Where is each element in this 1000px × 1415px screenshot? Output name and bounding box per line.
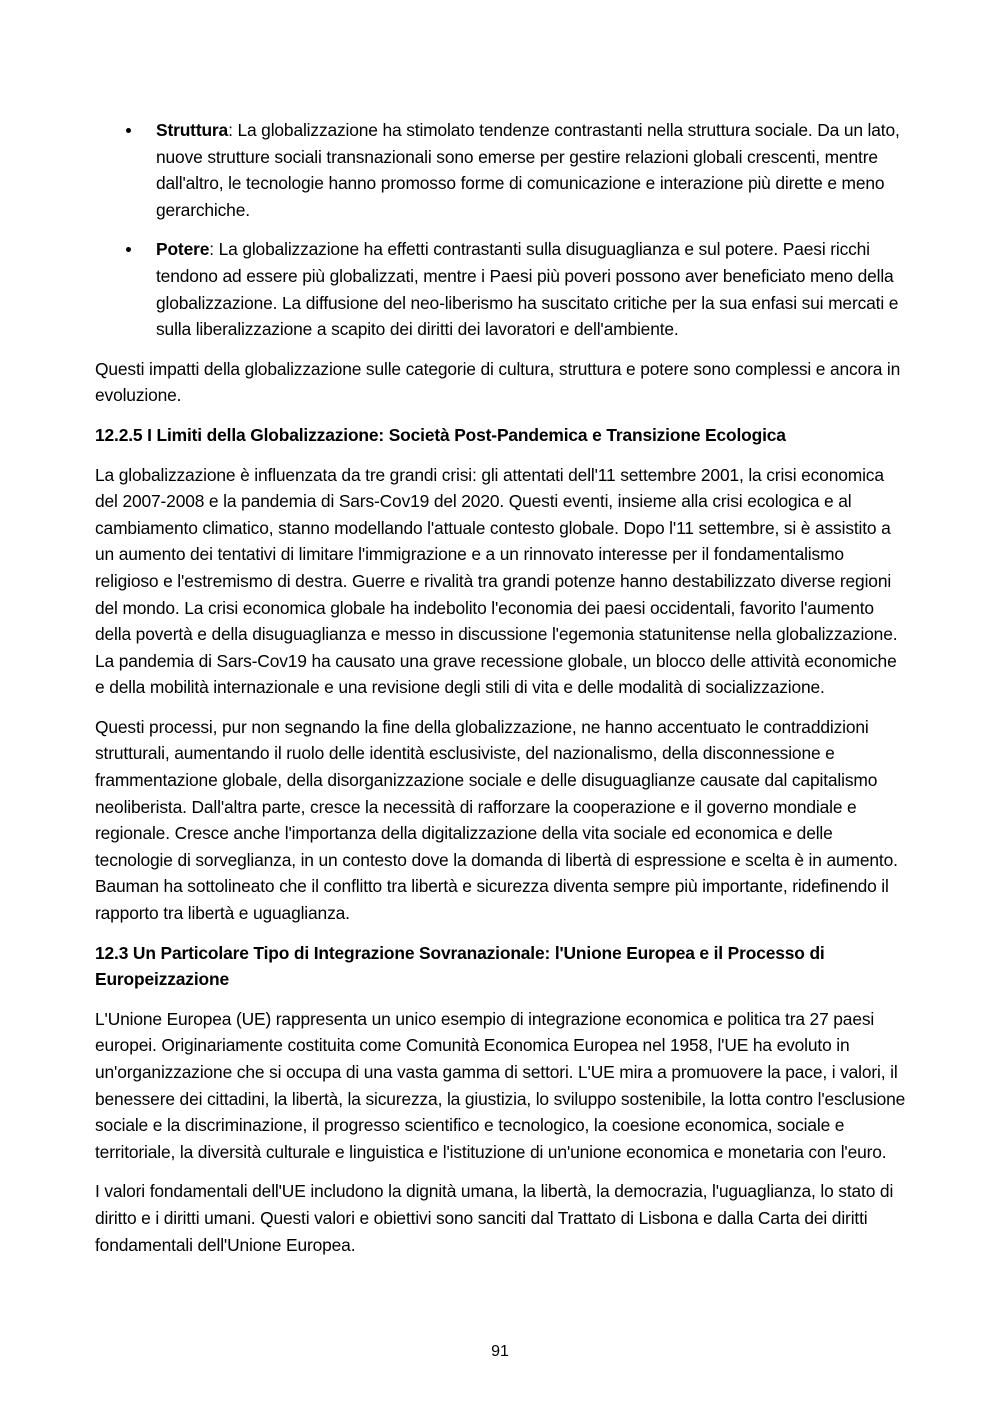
bullet-text: : La globalizzazione ha stimolato tendenze contrastanti nella struttura sociale. Da un lato, nuove strutture sociali transnazionali sono emerse per gestire relazioni globali crescenti, mentre dall'altro, le tecnologie hanno promosso forme di comunicazione e interazione più dirette e meno gerarchiche. (156, 120, 900, 220)
bullet-term: Struttura (156, 120, 229, 140)
bullet-dot-icon (126, 128, 131, 133)
bullet-item-struttura (95, 117, 907, 223)
page-number: 91 (491, 1343, 509, 1360)
section-12-2-5-paragraph-2: Questi processi, pur non segnando la fine della globalizzazione, ne hanno accentuato le contraddizioni strutturali, aumentando il ruolo delle identità esclusiviste, del nazionalismo, della disconnessione e frammentazione globale, della disorganizzazione sociale e delle disuguaglianze causate dal capitalismo neoliberista. Dall'altra parte, cresce la necessità di rafforzare la cooperazione e il governo mondiale e regionale. Cresce anche l'importanza della digitalizzazione della vita sociale ed economica e delle tecnologie di sorveglianza, in un contesto dove la domanda di libertà di espressione e scelta è in aumento. Bauman ha sottolineato che il conflitto tra libertà e sicurezza diventa sempre più importante, ridefinendo il rapporto tra libertà e uguaglianza. (95, 716, 898, 924)
bullet-term: Potere (156, 239, 210, 260)
section-12-3-paragraph-2: I valori fondamentali dell'UE includono la dignità umana, la libertà, la democrazia, l'uguaglianza, lo stato di diritto e i diritti umani. Questi valori e obiettivi sono sanciti dal Trattato di Lisbona e dalla Carta dei diritti fondamentali dell'Unione Europea. (95, 1181, 894, 1255)
section-heading-12-2-5: 12.2.5 I Limiti della Globalizzazione: Società Post-Pandemica e Transizione Ecologica (95, 424, 786, 445)
section-12-3-paragraph-1: L'Unione Europea (UE) rappresenta un unico esempio di integrazione economica e politica tra 27 paesi europei. Originariamente costituita come Comunità Economica Europea nel 1958, l'UE ha evoluto in un'organizzazione che si occupa di una vasta gamma di settori. L'UE mira a promuovere la pace, i valori, il benessere dei cittadini, la libertà, la sicurezza, la giustizia, lo sviluppo sostenibile, la lotta contro l'esclusione sociale e la discriminazione, il progresso scientifico e tecnologico, la coesione economica, sociale e territoriale, la diversità culturale e linguistica e l'istituzione di un'unione economica e monetaria con l'euro. (95, 1008, 906, 1162)
bullet-dot-icon (126, 247, 131, 252)
bullet-item-potere (95, 236, 907, 342)
summary-paragraph: Questi impatti della globalizzazione sulle categorie di cultura, struttura e potere sono complessi e ancora in evoluzione. (95, 358, 901, 406)
document-page (95, 117, 907, 1271)
bullet-text: : La globalizzazione ha effetti contrastanti sulla disuguaglianza e sul potere. Paesi ricchi tendono ad essere più globalizzati, mentre i Paesi più poveri possono aver beneficiato meno della globalizzazione. La diffusione del neo-liberismo ha suscitato critiche per la sua enfasi sui mercati e sulla liberalizzazione a scapito dei diritti dei lavoratori e dell'ambiente. (156, 239, 899, 340)
bullet-list (95, 117, 907, 343)
section-12-2-5-paragraph-1: La globalizzazione è influenzata da tre grandi crisi: gli attentati dell'11 settembre 2001, la crisi economica del 2007-2008 e la pandemia di Sars-Cov19 del 2020. Questi eventi, insieme alla crisi ecologica e al cambiamento climatico, stanno modellando l'attuale contesto globale. Dopo l'11 settembre, si è assistito a un aumento dei tentativi di limitare l'immigrazione e a un rinnovato interesse per il fondamentalismo religioso e l'estremismo di destra. Guerre e rivalità tra grandi potenze hanno destabilizzato diverse regioni del mondo. La crisi economica globale ha indebolito l'economia dei paesi occidentali, favorito l'aumento della povertà e della disuguaglianza e messo in discussione l'egemonia statunitense nella globalizzazione. La pandemia di Sars-Cov19 ha causato una grave recessione globale, un blocco delle attività economiche e della mobilità internazionale e una revisione degli stili di vita e delle modalità di socializzazione. (95, 464, 898, 698)
section-heading-12-3: 12.3 Un Particolare Tipo di Integrazione Sovranazionale: l'Unione Europea e il Processo di Europeizzazione (95, 942, 825, 990)
